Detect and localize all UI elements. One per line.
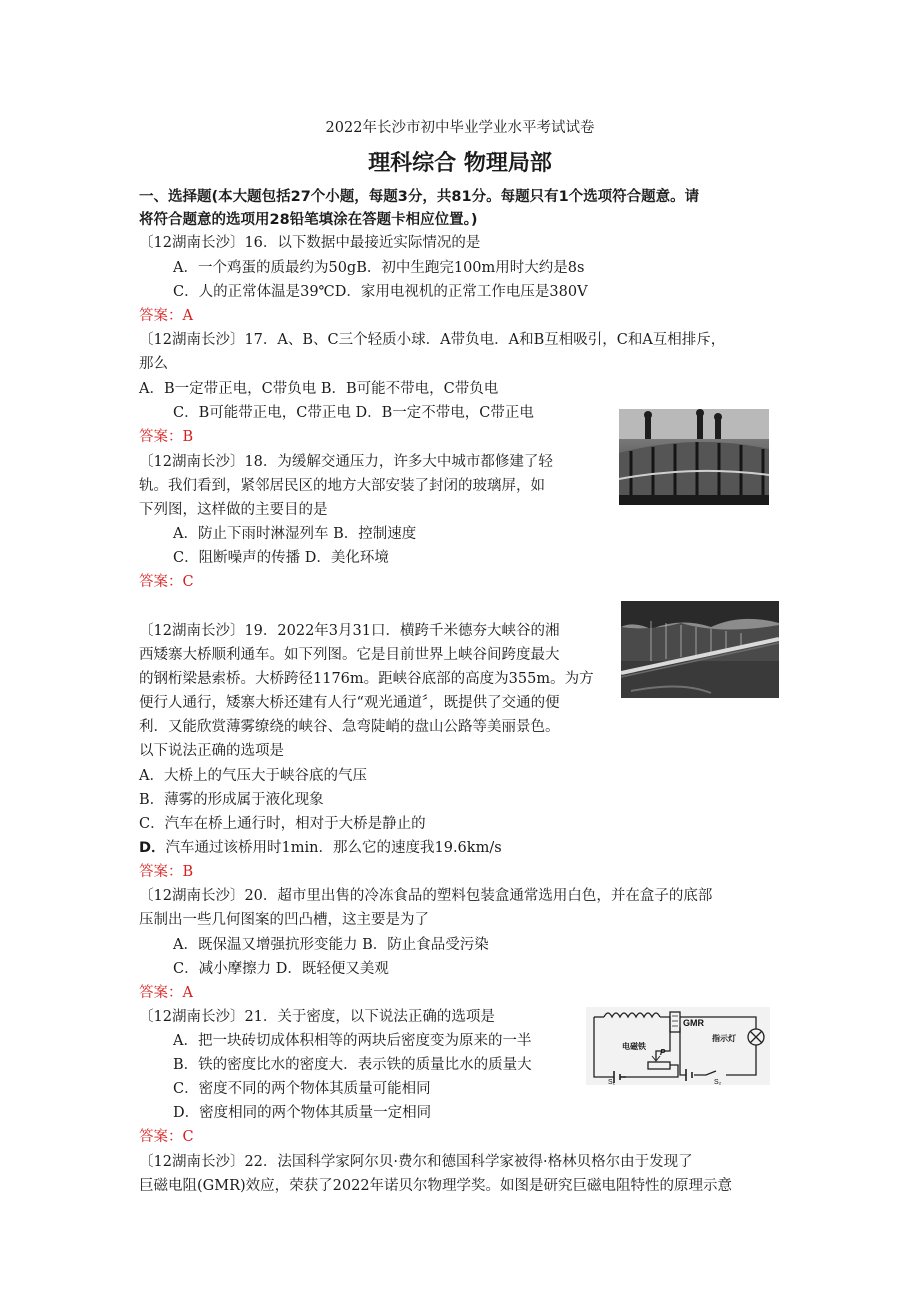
q16-options-line1: A．一个鸡蛋的质最约为50gB．初中生跑完100m用时大约是8s	[173, 260, 585, 276]
q18-answer: 答案：C	[139, 574, 194, 590]
gmr-label: GMR	[683, 1018, 704, 1028]
q18-stem-line1: 〔12湖南长沙〕18．为缓解交通压力，许多大中城市都修建了轻	[139, 454, 553, 470]
q18-options-line1: A．防止下雨时淋湿列车 B．控制速度	[173, 526, 417, 542]
q19-stem-line1: 〔12湖南长沙〕19．2022年3月31口．横跨千米德夯大峡谷的湘	[139, 623, 560, 639]
q19-option-d-text: 汽车通过该桥用时1min．那么它的速度我19.6km/s	[165, 840, 502, 856]
s1-label: S₁	[608, 1079, 616, 1085]
s2-label: S₂	[714, 1079, 722, 1085]
light-rail-barrier-photo	[619, 409, 769, 505]
bridge-canyon-photo	[621, 601, 779, 698]
section-instruction-line1: 一、选择题(本大题包括27个小题，每题3分，共81分。每题只有1个选项符合题意。请	[139, 189, 700, 205]
q18-stem-line2: 轨。我们看到，紧邻居民区的地方大部安装了封闭的玻璃屏，如	[139, 478, 545, 494]
electromagnet-label: 电磁铁	[622, 1042, 646, 1051]
q18-stem-line3: 下列图，这样做的主要目的是	[139, 502, 328, 518]
q21-answer: 答案：C	[139, 1129, 194, 1145]
q19-option-c: C．汽车在桥上通行时，相对于大桥是静止的	[139, 816, 426, 832]
q19-stem-line6: 以下说法正确的选项是	[139, 743, 284, 759]
q21-stem: 〔12湖南长沙〕21．关于密度，以下说法正确的选项是	[139, 1009, 495, 1025]
q19-stem-line2: 西矮寨大桥顺利通车。如下列图。它是目前世界上峡谷间跨度最大	[139, 647, 560, 663]
q19-stem-line3: 的钢桁梁悬索桥。大桥跨径1176m。距峡谷底部的高度为355m。为方	[139, 671, 594, 687]
q19-answer: 答案：B	[139, 864, 194, 880]
q17-stem-line2: 那么	[139, 356, 168, 372]
q19-option-d	[139, 838, 502, 858]
section-instruction-line2: 将符合题意的选项用28铅笔填涂在答题卡相应位置。)	[139, 212, 478, 228]
q20-options-line1: A．既保温又增强抗形变能力 B．防止食品受污染	[173, 937, 489, 953]
lamp-label: 指示灯	[712, 1034, 736, 1043]
q22-stem-line1: 〔12湖南长沙〕22．法国科学家阿尔贝·费尔和德国科学家被得·格林贝格尔由于发现了	[139, 1154, 693, 1170]
q20-answer: 答案：A	[139, 985, 193, 1001]
q22-stem-line2: 巨磁电阻(GMR)效应，荣获了2022年诺贝尔物理学奖。如图是研究巨磁电阻特性的原理示意	[139, 1178, 733, 1194]
q19-option-a: A．大桥上的气压大于峡谷底的气压	[139, 768, 367, 784]
q20-stem-line1: 〔12湖南长沙〕20．超市里出售的冷冻食品的塑料包装盒通常选用白色，并在盒子的底部	[139, 888, 713, 904]
q20-stem-line2: 压制出一些几何图案的凹凸槽，这主要是为了	[139, 912, 429, 928]
p-label: P	[660, 1048, 666, 1057]
q19-option-d-letter: D．	[139, 840, 166, 856]
q21-option-b: B．铁的密度比水的密度大．表示铁的质量比水的质量大	[173, 1057, 532, 1073]
q17-answer: 答案：B	[139, 429, 194, 445]
q17-stem-line1: 〔12湖南长沙〕17．A、B、C三个轻质小球．A带负电．A和B互相吸引，C和A互相排斥，	[139, 332, 726, 348]
q17-options-line1: A．B一定带正电，C带负电 B．B可能不带电，C带负电	[139, 381, 499, 397]
exam-title: 2022年长沙市初中毕业学业水平考试试卷	[325, 120, 595, 136]
q21-option-d: D．密度相同的两个物体其质量一定相同	[173, 1105, 432, 1121]
subject-title: 理科综合 物理局部	[368, 151, 552, 176]
q19-stem-line5: 利．又能欣赏薄雾缭绕的峡谷、急弯陡峭的盘山公路等美丽景色。	[139, 719, 560, 735]
q18-options-line2: C．阻断噪声的传播 D．美化环境	[173, 550, 389, 566]
q17-options-line2: C．B可能带正电，C带正电 D．B一定不带电，C带正电	[173, 405, 534, 421]
q20-options-line2: C．减小摩擦力 D．既轻便又美观	[173, 961, 389, 977]
q19-stem-line4: 便行人通行，矮寨大桥还建有人行“观光通道〞，既提供了交通的便	[139, 695, 560, 711]
q16-stem: 〔12湖南长沙〕16．以下数据中最接近实际情况的是	[139, 235, 481, 251]
q21-option-c: C．密度不同的两个物体其质量可能相同	[173, 1081, 431, 1097]
q16-answer: 答案：A	[139, 308, 193, 324]
q21-option-a: A．把一块砖切成体积相等的两块后密度变为原来的一半	[173, 1033, 532, 1049]
gmr-circuit-diagram	[586, 1007, 770, 1085]
q19-option-b: B．薄雾的形成属于液化现象	[139, 792, 324, 808]
q16-options-line2: C．人的正常体温是39℃D．家用电视机的正常工作电压是380V	[173, 284, 588, 300]
